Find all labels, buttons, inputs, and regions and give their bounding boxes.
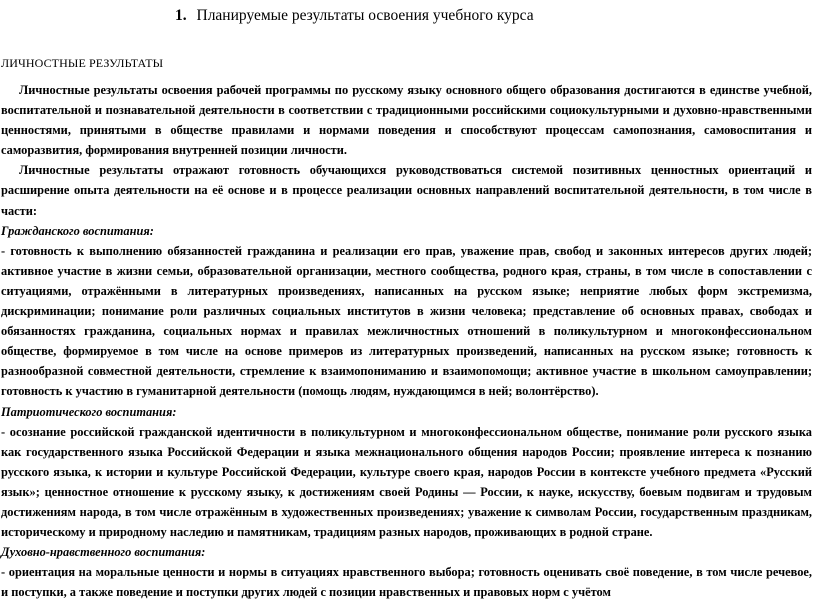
moral-education-text: - ориентация на моральные ценности и нормы в ситуациях нравственного выбора; готовность оценивать своё поведение, в том числе речевое, и поступки, а также поведение и поступки других людей с позиции нравственных и правовых норм с учётом (1, 565, 812, 600)
intro-paragraph-2: Личностные результаты отражают готовность обучающихся руководствоваться системой позитивных ценностных ориентаций и расширение опыта деятельности на её основе и в процессе реализации основных направлений воспитательной деятельности, в том числе в части: (1, 163, 812, 218)
civic-education-heading: Гражданского воспитания: (1, 223, 154, 238)
civic-education-text: - готовность к выполнению обязанностей гражданина и реализации его прав, уважение прав, свобод и законных интересов других людей; активное участие в жизни семьи, образовательной организации, местного сообщества, родного края, страны, в том числе в сопоставлении с ситуациями, отражёнными в литературных произведениях, написанных на русском языке; неприятие любых форм экстремизма, дискриминации; понимание роли различных социальных институтов в жизни человека; представление об основных правах, свободах и обязанностях гражданина, социальных нормах и правилах межличностных отношений в поликультурном и многоконфессиональном обществе, формируемое в том числе на основе примеров из литературных произведений, написанных на русском языке; готовность к разнообразной совместной деятельности, стремление к взаимопониманию и взаимопомощи; активное участие в школьном самоуправлении; готовность к участию в гуманитарной деятельности (помощь людям, нуждающимся в ней; волонтёрство). (1, 243, 812, 399)
section-heading (175, 7, 534, 25)
document-body (1, 80, 812, 602)
personal-results-subtitle: ЛИЧНОСТНЫЕ РЕЗУЛЬТАТЫ (1, 56, 164, 70)
section-title: Планируемые результаты освоения учебного курса (196, 7, 534, 24)
moral-education-heading: Духовно-нравственного воспитания: (1, 545, 206, 560)
intro-paragraph-1: Личностные результаты освоения рабочей программы по русскому языку основного общего образования достигаются в единстве учебной, воспитательной и познавательной деятельности в соответствии с традиционными российскими социокультурными и духовно-нравственными ценностями, принятыми в обществе правилами и нормами поведения и способствуют процессам самопознания, самовоспитания и саморазвития, формирования внутренней позиции личности. (1, 83, 812, 158)
patriotic-education-heading: Патриотического воспитания: (1, 404, 177, 419)
section-number: 1. (175, 7, 187, 24)
patriotic-education-text: - осознание российской гражданской идентичности в поликультурном и многоконфессиональном обществе, понимание роли русского языка как государственного языка Российской Федерации и языка межнационального общения народов России; проявление интереса к познанию русского языка, к истории и культуре Российской Федерации, культуре своего края, народов России в контексте учебного предмета «Русский язык»; ценностное отношение к русскому языку, к достижениям своей Родины — России, к науке, искусству, боевым подвигам и трудовым достижениям народа, в том числе отражённым в художественных произведениях; уважение к символам России, государственным праздникам, историческому и природному наследию и памятникам, традициям разных народов, проживающих в родной стране. (1, 424, 812, 540)
